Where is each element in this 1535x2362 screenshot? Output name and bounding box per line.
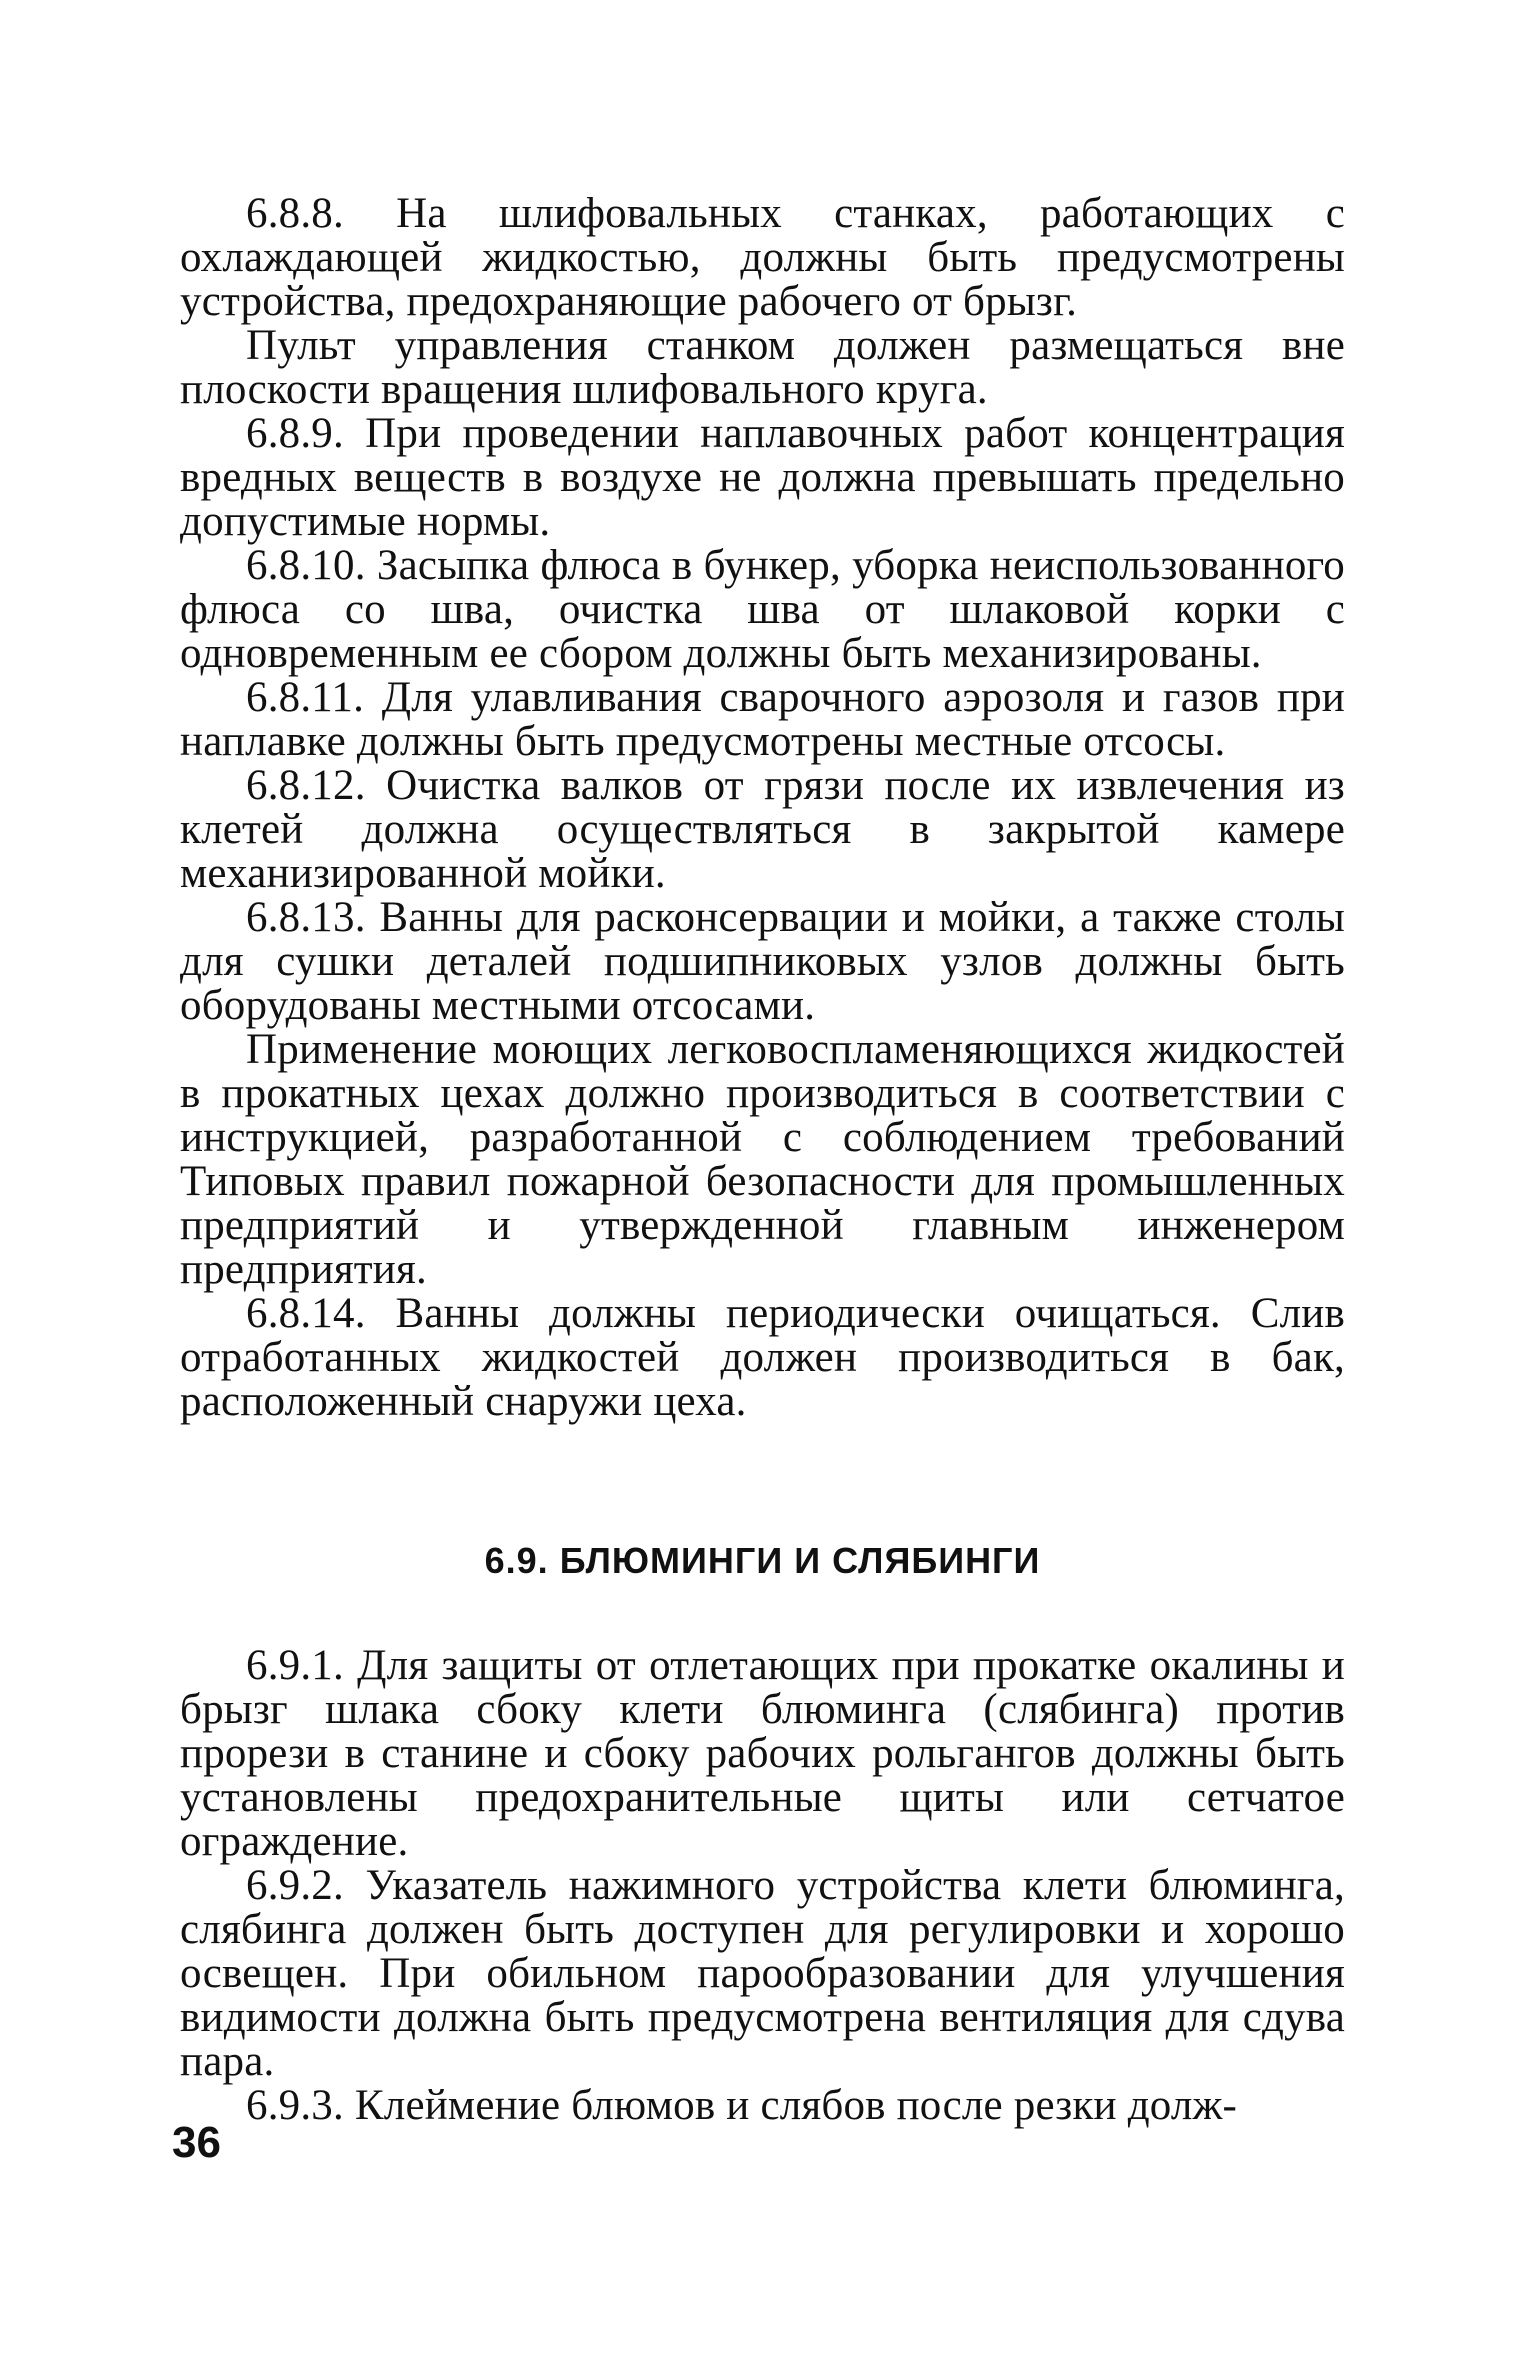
paragraph-6-8-14: 6.8.14. Ванны должны периодически очищаться. Слив отработанных жидкостей должен производиться в бак, расположенный снаружи цеха.: [180, 1290, 1345, 1425]
paragraph-6-8-10: 6.8.10. Засыпка флюса в бункер, уборка неиспользованного флюса со шва, очистка шва от шлаковой корки с одновременным ее сбором должны быть механизированы.: [180, 542, 1345, 677]
paragraph-6-8-11: 6.8.11. Для улавливания сварочного аэрозоля и газов при наплавке должны быть предусмотрены местные отсосы.: [180, 674, 1345, 765]
body-text-top: [180, 192, 1345, 1424]
paragraph-control-panel: Пульт управления станком должен размещаться вне плоскости вращения шлифовального круга.: [180, 322, 1345, 413]
paragraph-6-9-2: 6.9.2. Указатель нажимного устройства клети блюминга, слябинга должен быть доступен для регулировки и хорошо освещен. При обильном парообразовании для улучшения видимости должна быть предусмотрена вентиляция для сдува пара.: [180, 1862, 1345, 2085]
paragraph-6-8-9: 6.8.9. При проведении наплавочных работ концентрация вредных веществ в воздухе не должна превышать предельно допустимые нормы.: [180, 410, 1345, 545]
body-text-bottom: [180, 1644, 1345, 2128]
section-heading: 6.9. БЛЮМИНГИ И СЛЯБИНГИ: [484, 1540, 1041, 1581]
paragraph-6-9-1: 6.9.1. Для защиты от отлетающих при прокатке окалины и брызг шлака сбоку клети блюминга (слябинга) против прорези в станине и сбоку рабочих рольгангов должны быть установлены предохранительные щиты или сетчатое ограждение.: [180, 1642, 1345, 1865]
page-number: 36: [172, 2118, 221, 2167]
paragraph-6-8-12: 6.8.12. Очистка валков от грязи после их извлечения из клетей должна осуществляться в закрытой камере механизированной мойки.: [180, 762, 1345, 897]
paragraph-washing-liquids: Применение моющих легковоспламеняющихся жидкостей в прокатных цехах должно производиться в соответствии с инструкцией, разработанной с соблюдением требований Типовых правил пожарной безопасности для промышленных предприятий и утвержденной главным инженером предприятия.: [180, 1026, 1345, 1293]
paragraph-6-9-3: 6.9.3. Клеймение блюмов и слябов после резки долж-: [246, 2082, 1238, 2129]
paragraph-6-8-8: 6.8.8. На шлифовальных станках, работающих с охлаждающей жидкостью, должны быть предусмотрены устройства, предохраняющие рабочего от брызг.: [180, 190, 1345, 325]
paragraph-6-8-13: 6.8.13. Ванны для расконсервации и мойки, а также столы для сушки деталей подшипниковых узлов должны быть оборудованы местными отсосами.: [180, 894, 1345, 1029]
